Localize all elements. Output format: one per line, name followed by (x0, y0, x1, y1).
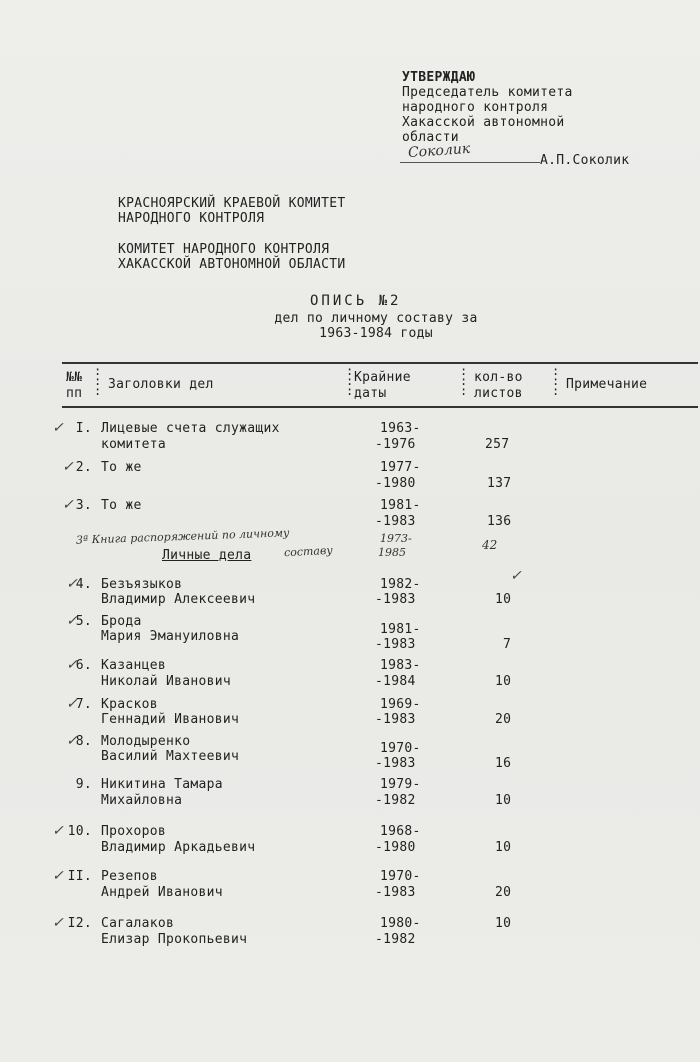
header-dates: Крайние (354, 370, 411, 385)
row-sheets: 137 (487, 476, 512, 491)
row-title: Безъязыков (101, 577, 183, 592)
check-mark-icon: ✓ (52, 915, 64, 931)
row-title: Лицевые счета служащих (101, 421, 280, 436)
check-mark-icon: ✓ (66, 576, 78, 592)
row-number: 5. (75, 614, 92, 629)
table-top-rule (62, 362, 698, 364)
row-date: -1983 (375, 514, 416, 529)
header-num: №№ (66, 370, 83, 385)
row-title: То же (101, 498, 142, 513)
row-title: Сагалаков (101, 916, 175, 931)
row-title: Михайловна (101, 793, 183, 808)
row-number: 2. (75, 460, 92, 475)
column-separator: : : : (346, 364, 354, 398)
signature-line (400, 162, 540, 163)
row-date: 1970- (380, 741, 421, 756)
org-line: ХАКАССКОЙ АВТОНОМНОЙ ОБЛАСТИ (118, 257, 346, 272)
row-number: I. (75, 421, 92, 436)
approval-line: Хакасской автономной (402, 115, 565, 130)
row-sheets: 10 (495, 674, 512, 689)
row-title: Брода (101, 614, 142, 629)
row-date: 1983- (380, 658, 421, 673)
row-number: 10. (67, 824, 92, 839)
row-title: Прохоров (101, 824, 167, 839)
row-sheets: 16 (495, 756, 512, 771)
row-sheets: 10 (495, 793, 512, 808)
row-date: 1968- (380, 824, 421, 839)
document-subtitle: дел по личному составу за (274, 311, 478, 326)
handwritten-date: 1973- (380, 532, 412, 545)
row-title: Василий Махтеевич (101, 749, 240, 764)
approval-block (402, 70, 573, 145)
approval-line: области (402, 130, 459, 145)
row-title: Николай Иванович (101, 674, 232, 689)
column-separator: : : : (552, 364, 560, 398)
handwritten-entry: 3ª Книга распоряжений по личному (75, 526, 290, 547)
row-date: 1980- (380, 916, 421, 931)
org-line: КОМИТЕТ НАРОДНОГО КОНТРОЛЯ (118, 242, 330, 257)
row-sheets: 20 (495, 885, 512, 900)
row-date: 1981- (380, 498, 421, 513)
row-sheets: 10 (495, 840, 512, 855)
row-date: 1969- (380, 697, 421, 712)
document-title: ОПИСЬ №2 (310, 293, 402, 309)
row-title: Андрей Иванович (101, 885, 223, 900)
column-separator: : : : (94, 364, 102, 398)
column-separator: : : : (460, 364, 468, 398)
row-date: -1983 (375, 592, 416, 607)
check-mark-icon: ✓ (66, 657, 78, 673)
row-title: Геннадий Иванович (101, 712, 240, 727)
section-heading: Личные дела (162, 548, 252, 563)
row-number: 8. (75, 734, 92, 749)
row-number: II. (67, 869, 92, 884)
row-number: 6. (75, 658, 92, 673)
document-subtitle: 1963-1984 годы (319, 326, 433, 341)
header-note: Примечание (566, 377, 648, 392)
signature-image: Соколик (407, 140, 471, 162)
row-title: Елизар Прокопьевич (101, 932, 248, 947)
check-mark-icon: ✓ (62, 459, 74, 475)
row-date: 1963- (380, 421, 421, 436)
row-date: -1982 (375, 793, 416, 808)
row-title: Мария Эмануиловна (101, 629, 240, 644)
approval-line: Председатель комитета (402, 85, 573, 100)
row-title: Владимир Алексеевич (101, 592, 256, 607)
row-sheets: 7 (503, 637, 512, 652)
check-mark-icon: ✓ (66, 733, 78, 749)
row-date: 1979- (380, 777, 421, 792)
row-title: То же (101, 460, 142, 475)
approval-heading: УТВЕРЖДАЮ (402, 70, 476, 85)
approval-line: народного контроля (402, 100, 549, 115)
row-date: -1980 (375, 840, 416, 855)
row-date: 1970- (380, 869, 421, 884)
row-number: 7. (75, 697, 92, 712)
check-mark-icon: ✓ (66, 613, 78, 629)
row-sheets: 136 (487, 514, 512, 529)
header-sheets: кол-во (474, 370, 523, 385)
header-dates: даты (354, 386, 387, 401)
table-header-rule (62, 406, 698, 408)
header-num: пп (66, 386, 83, 401)
row-date: -1976 (375, 437, 416, 452)
check-mark-icon: ✓ (62, 497, 74, 513)
check-mark-icon: ✓ (52, 823, 64, 839)
row-sheets: 10 (495, 916, 512, 931)
row-number: 3. (75, 498, 92, 513)
header-title: Заголовки дел (108, 377, 214, 392)
check-mark-icon: ✓ (510, 568, 522, 584)
row-title: Красков (101, 697, 158, 712)
row-title: Резепов (101, 869, 158, 884)
check-mark-icon: ✓ (66, 696, 78, 712)
row-date: -1983 (375, 712, 416, 727)
row-date: -1984 (375, 674, 416, 689)
row-date: -1983 (375, 885, 416, 900)
header-sheets: листов (474, 386, 523, 401)
row-number: 4. (75, 577, 92, 592)
row-sheets: 20 (495, 712, 512, 727)
org-line: НАРОДНОГО КОНТРОЛЯ (118, 211, 265, 226)
check-mark-icon: ✓ (52, 420, 64, 436)
row-title: Владимир Аркадьевич (101, 840, 256, 855)
row-title: Молодыренко (101, 734, 191, 749)
row-date: 1977- (380, 460, 421, 475)
row-title: Никитина Тамара (101, 777, 223, 792)
row-sheets: 10 (495, 592, 512, 607)
row-date: -1983 (375, 756, 416, 771)
row-title: Казанцев (101, 658, 167, 673)
row-number: I2. (67, 916, 92, 931)
signature-name: А.П.Соколик (540, 153, 630, 168)
handwritten-entry: составу (283, 543, 334, 560)
handwritten-date: 1985 (378, 546, 406, 559)
check-mark-icon: ✓ (52, 868, 64, 884)
row-date: -1982 (375, 932, 416, 947)
row-date: -1980 (375, 476, 416, 491)
row-number: 9. (75, 777, 92, 792)
org-line: КРАСНОЯРСКИЙ КРАЕВОЙ КОМИТЕТ (118, 196, 346, 211)
handwritten-sheets: 42 (482, 538, 498, 552)
row-sheets: 257 (485, 437, 510, 452)
row-date: 1981- (380, 622, 421, 637)
row-date: 1982- (380, 577, 421, 592)
row-title: комитета (101, 437, 167, 452)
row-date: -1983 (375, 637, 416, 652)
